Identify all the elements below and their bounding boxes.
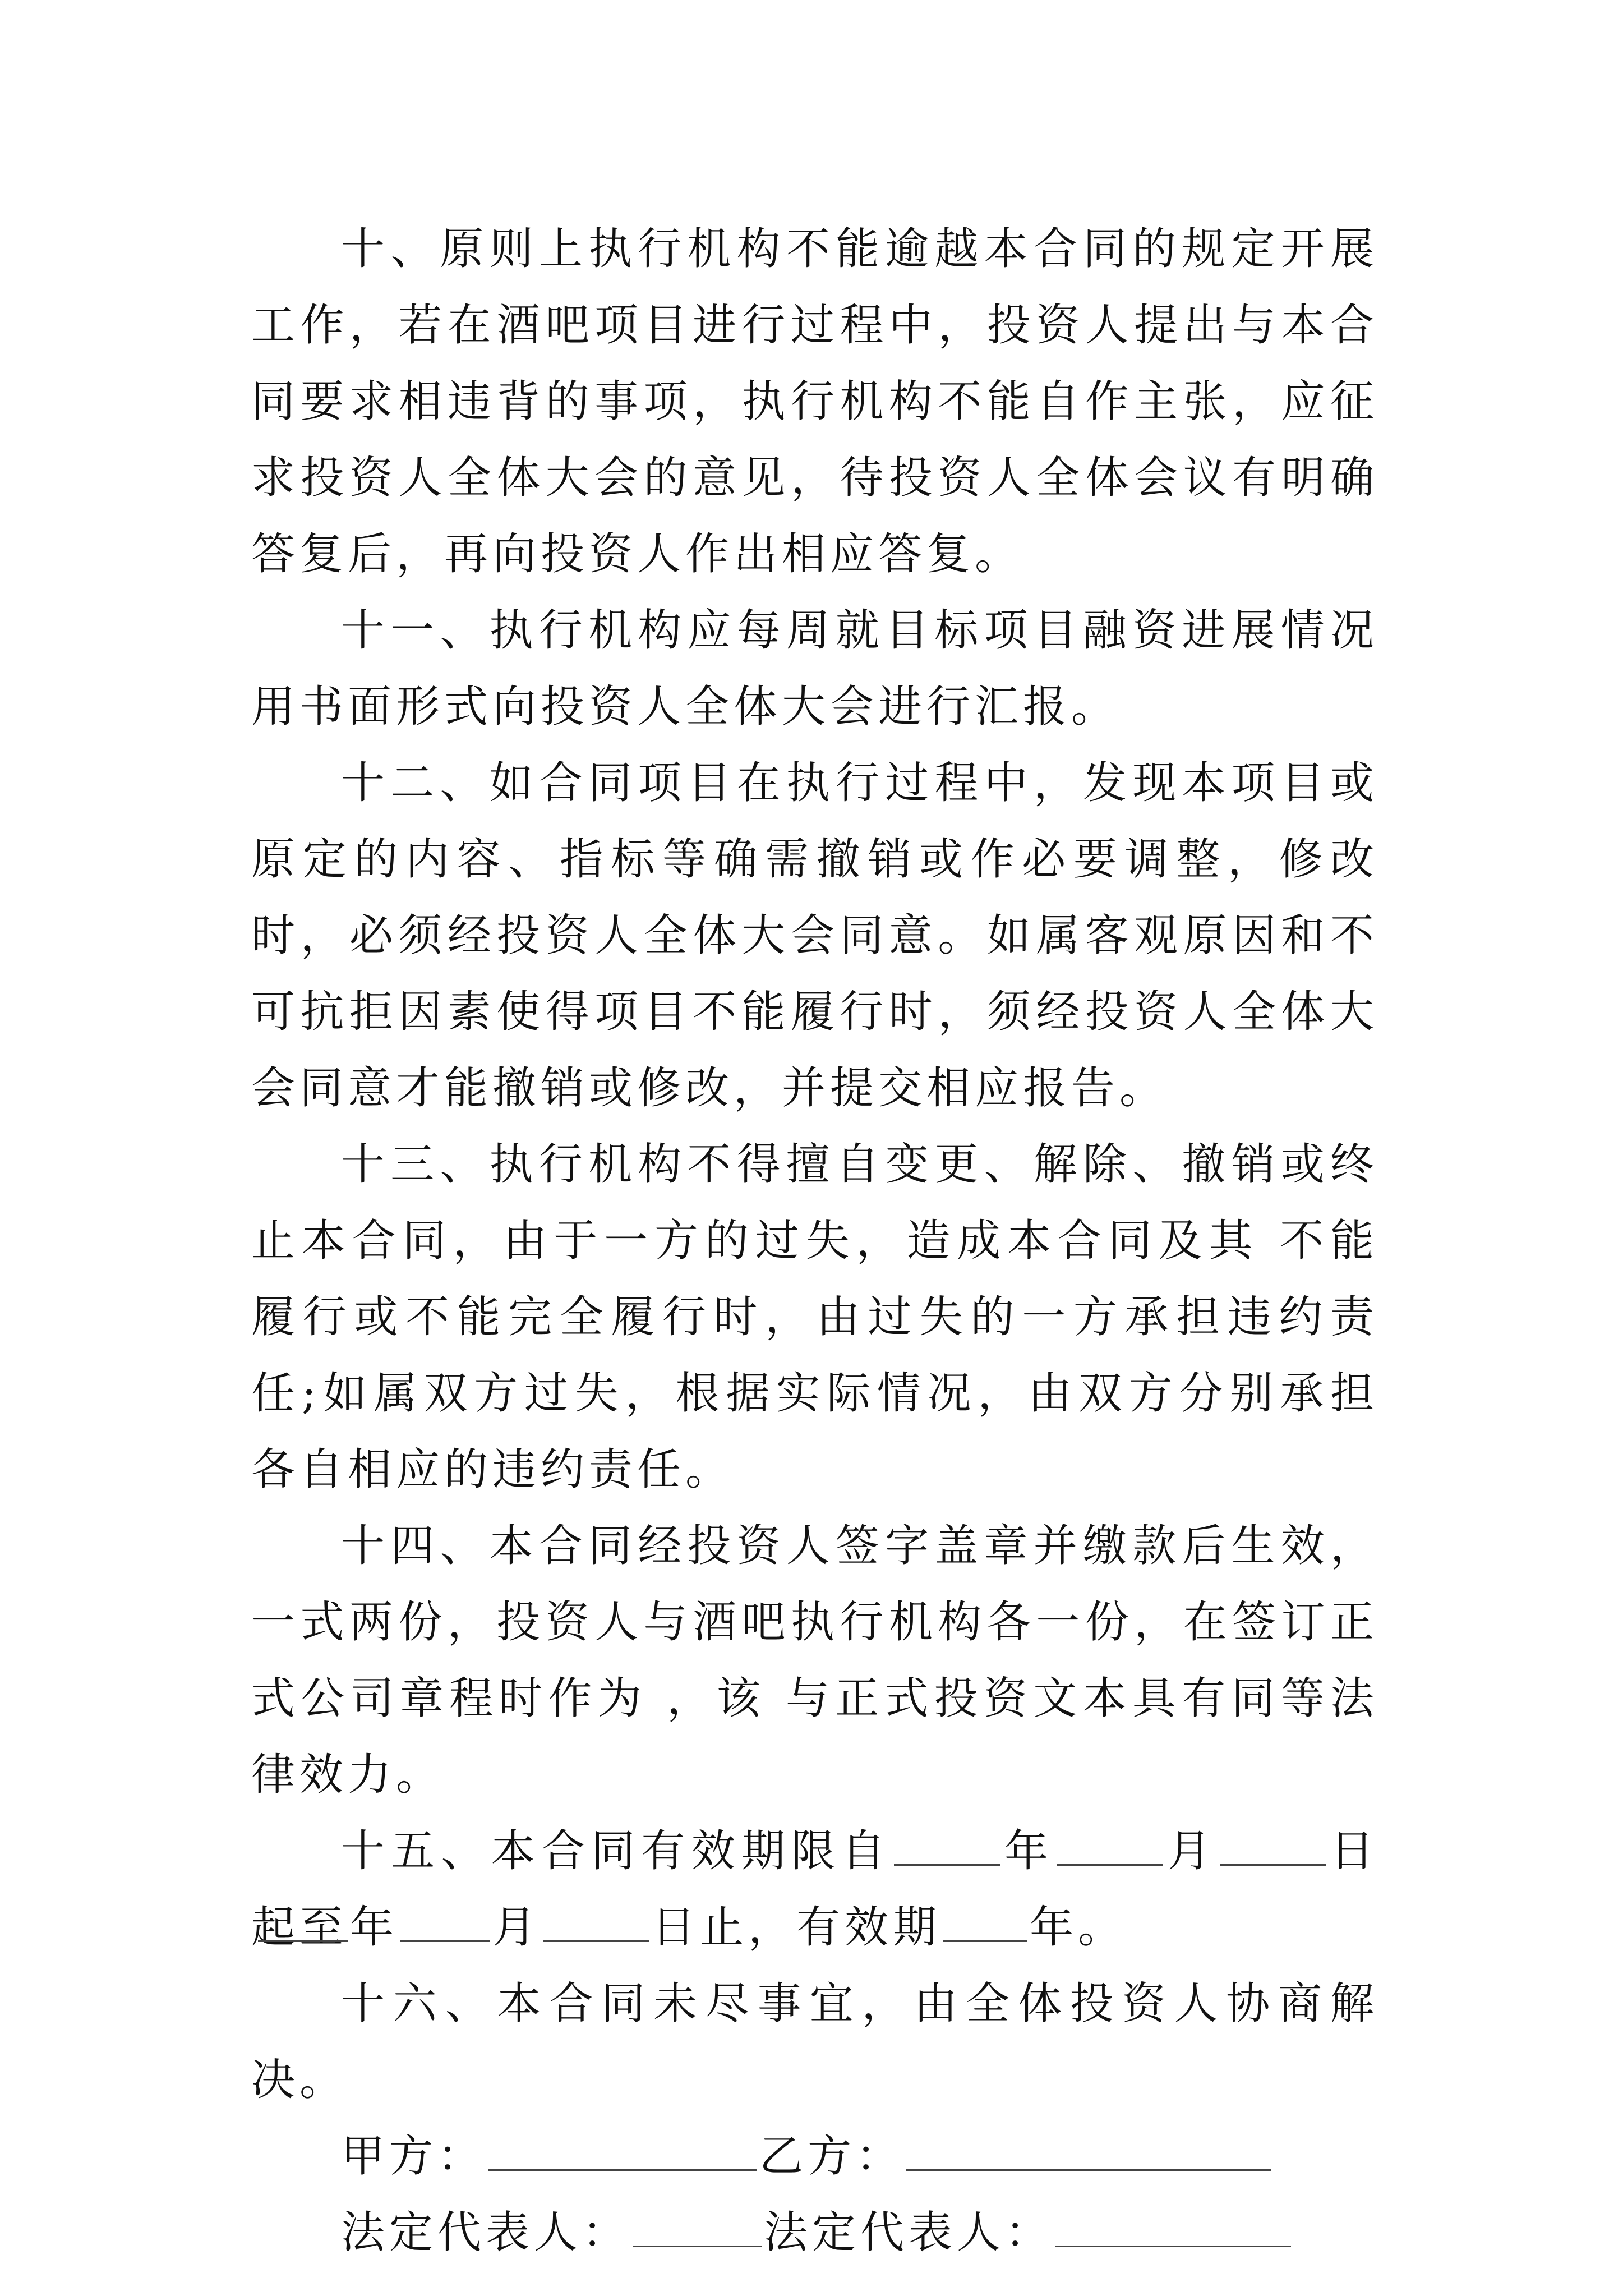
start-month-blank[interactable] [1057,1828,1163,1866]
clause-11: 十一、执行机构应每周就目标项目融资进展情况用书面形式向投资人全体大会进行汇报。 [251,605,1378,732]
clause-15-day2: 日止，有效期 [652,1902,942,1953]
clause-15-month2: 月 [492,1902,541,1953]
validity-years-blank[interactable] [943,1904,1027,1942]
party-a-label: 甲方： [341,2131,486,2182]
clause-15-prefix: 十五、本合同有效期限自 [341,1826,892,1876]
clause-15-day1: 日起至 [251,1826,1378,1953]
start-day-blank[interactable] [1220,1828,1326,1866]
party-a-blank[interactable] [488,2133,757,2171]
clause-12: 十二、如合同项目在执行过程中，发现本项目或原定的内容、指标等确需撤销或作必要调整，修改时，必须经投资人全体大会同意。如属客观原因和不可抗拒因素使得项目不能履行时，须经投资人全体大会同意才能撤销或修改，并提交相应报告。 [251,758,1378,1114]
rep-a-blank[interactable] [633,2210,762,2247]
clause-13: 十三、执行机构不得擅自变更、解除、撤销或终止本合同，由于一方的过失，造成本合同及其 不能履行或不能完全履行时，由过失的一方承担违约责任;如属双方过失，根据实际情况，由双方分别承担各自相应的违约责任。 [251,1139,1378,1495]
clause-15-year1: 年 [1002,1826,1055,1876]
end-month-blank[interactable] [400,1904,490,1942]
end-year-blank[interactable] [258,1904,348,1942]
clause-15-year2: 年 [350,1902,399,1953]
end-day-blank[interactable] [543,1904,649,1942]
clause-15-suffix: 年。 [1030,1902,1127,1953]
clause-10: 十、原则上执行机构不能逾越本合同的规定开展工作，若在酒吧项目进行过程中，投资人提出与本合同要求相违背的事项，执行机构不能自作主张，应征求投资人全体大会的意见，待投资人全体会议有明确答复后，再向投资人作出相应答复。 [251,224,1378,579]
start-year-blank[interactable] [894,1828,1000,1866]
rep-b-label: 法定代表人： [764,2207,1054,2258]
clause-15 [251,1813,1378,1966]
contract-body [251,211,1378,2271]
rep-a-label: 法定代表人： [341,2207,631,2258]
party-signature-line [251,2118,1378,2194]
party-b-label: 乙方： [759,2131,905,2182]
rep-b-blank[interactable] [1055,2210,1291,2247]
clause-14: 十四、本合同经投资人签字盖章并缴款后生效，一式两份，投资人与酒吧执行机构各一份，在签订正式公司章程时作为 ，该 与正式投资文本具有同等法律效力。 [251,1521,1378,1800]
representative-signature-line [251,2194,1378,2271]
clause-15-month1: 月 [1165,1826,1218,1876]
party-b-blank[interactable] [906,2133,1271,2171]
clause-16: 十六、本合同未尽事宜，由全体投资人协商解决。 [251,1978,1378,2105]
